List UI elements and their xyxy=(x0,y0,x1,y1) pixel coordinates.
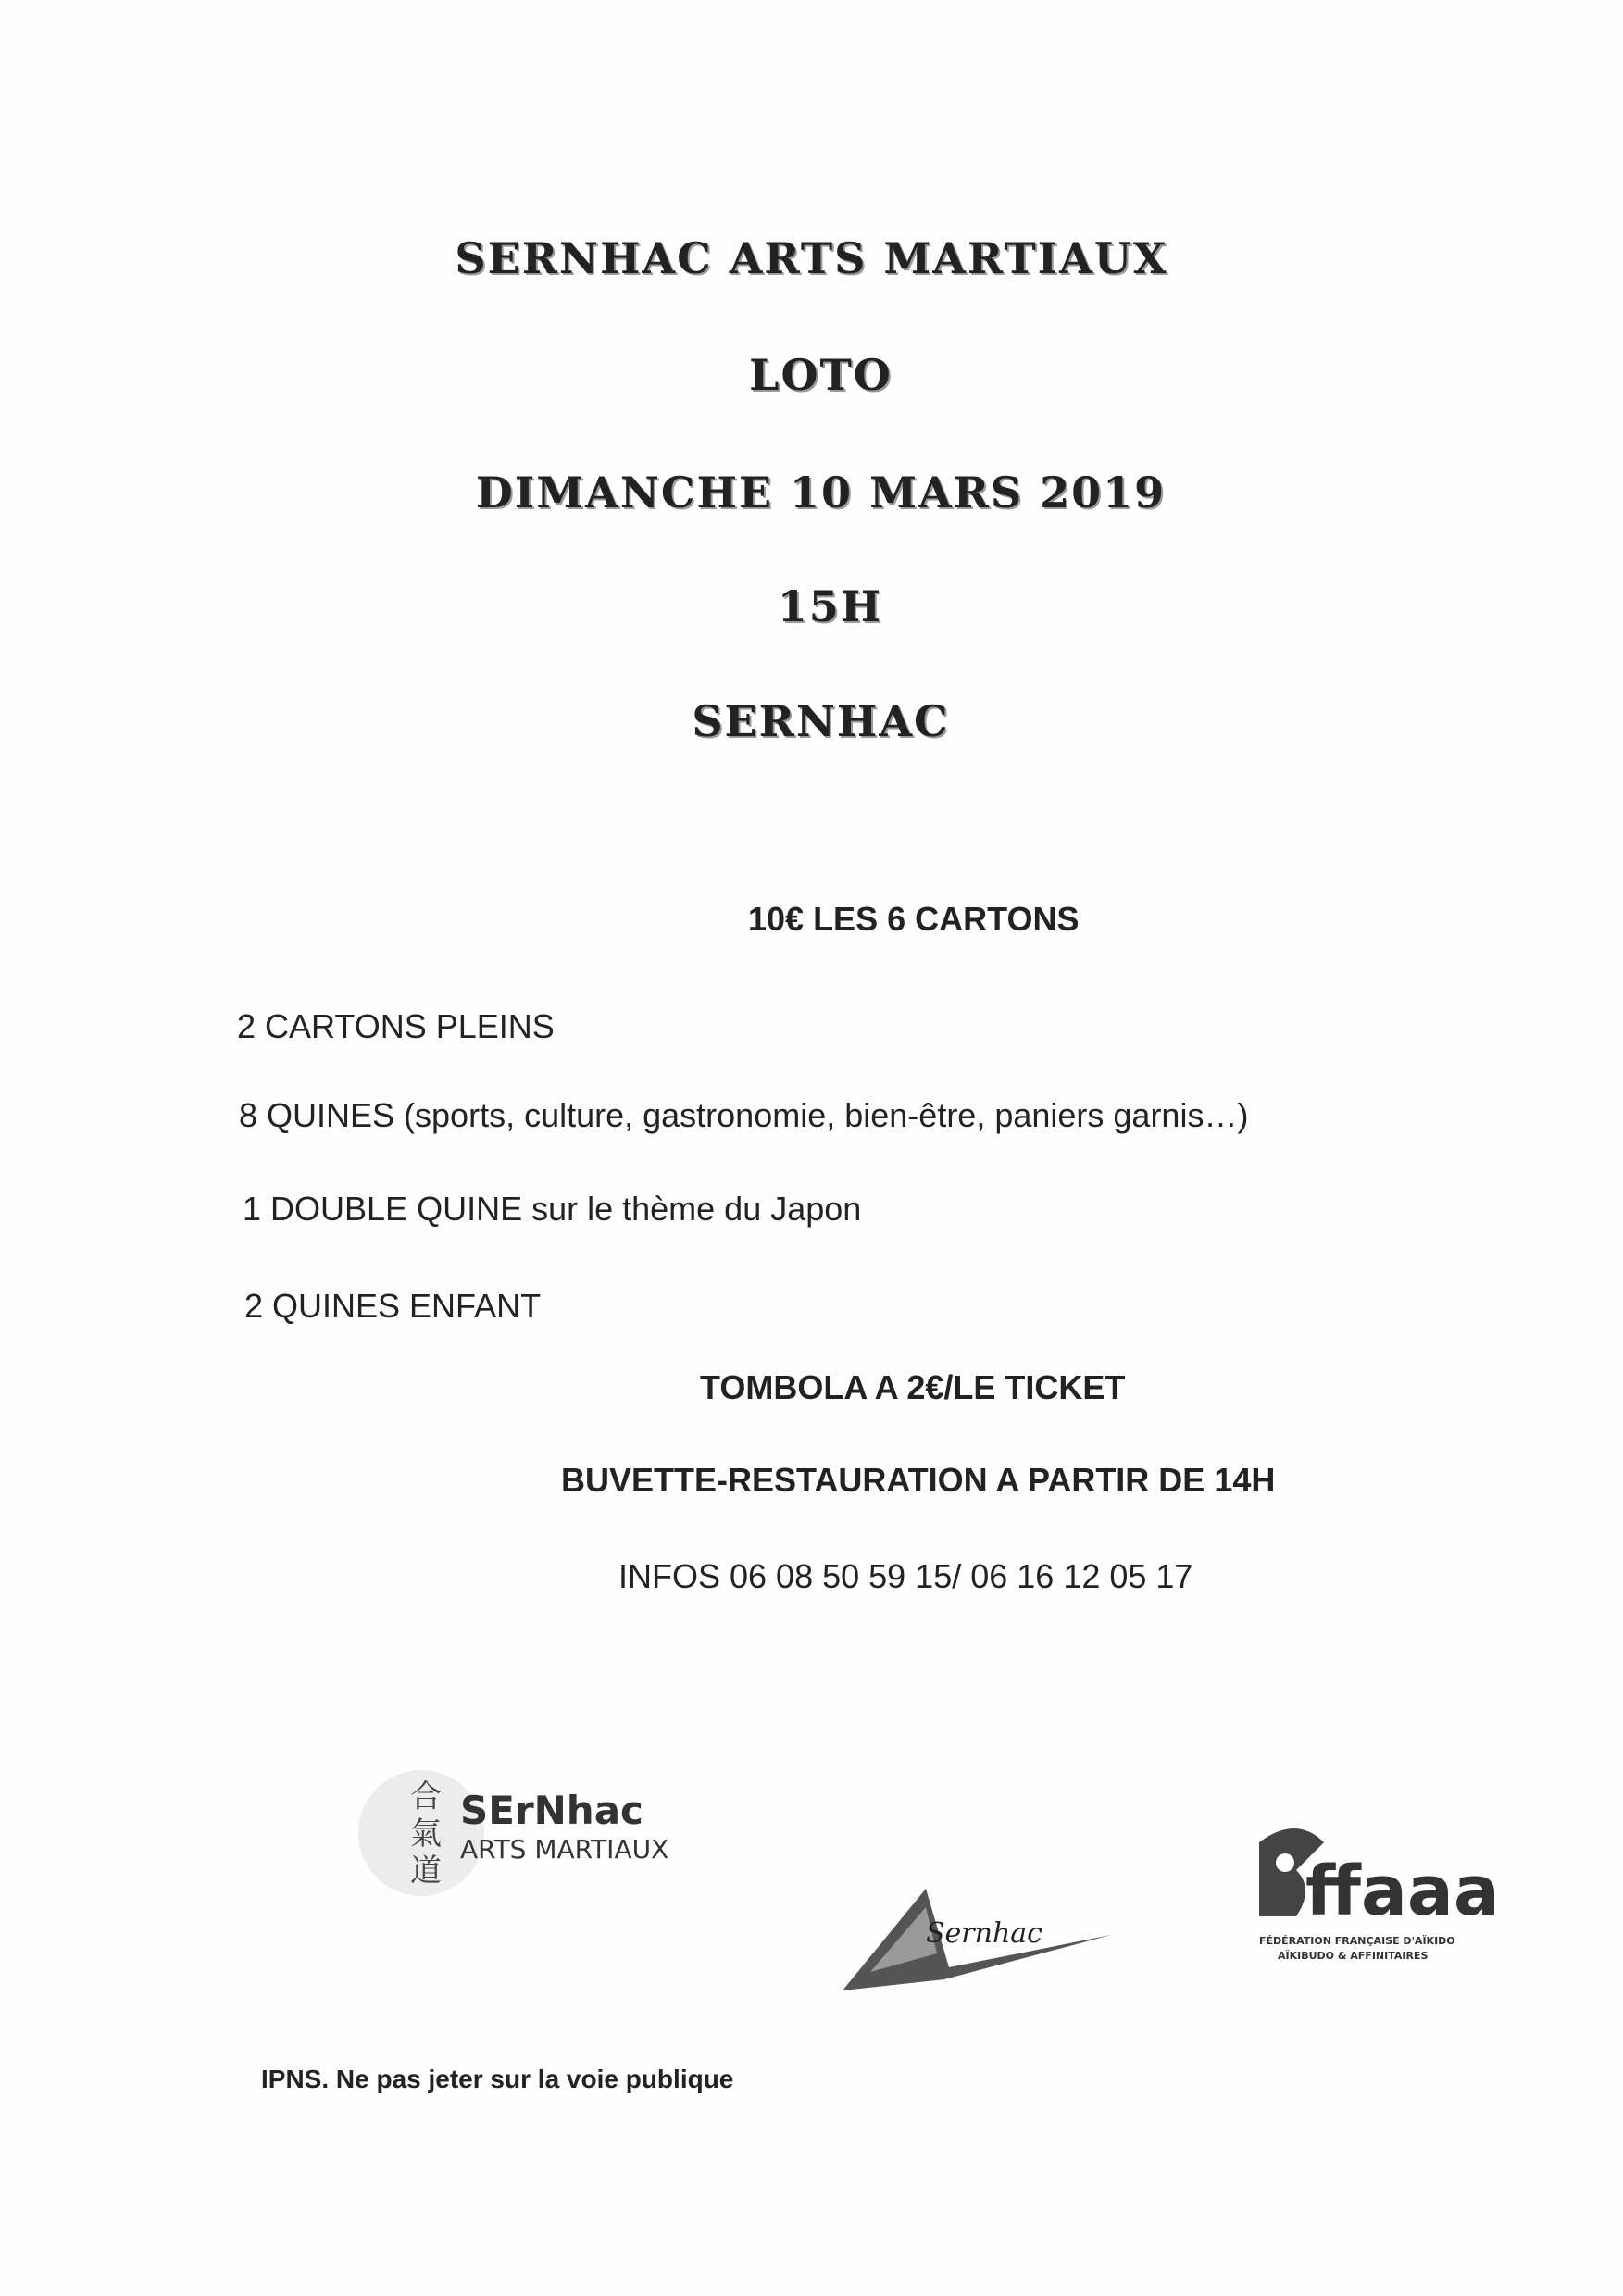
kanji-glyph: 合 xyxy=(410,1778,442,1816)
prize-item: 1 DOUBLE QUINE sur le thème du Japon xyxy=(243,1190,862,1228)
club-title: SERNHAC ARTS MARTIAUX xyxy=(455,233,1168,283)
prize-item: 2 QUINES ENFANT xyxy=(244,1287,542,1325)
event-time: 15H xyxy=(777,581,883,631)
event-title: LOTO xyxy=(749,350,893,400)
federation-logo-name: ffaaa xyxy=(1305,1852,1500,1931)
federation-logo-line2: AÏKIBUDO & AFFINITAIRES xyxy=(1278,1950,1429,1962)
prize-item: 8 QUINES (sports, culture, gastronomie, bien-être, paniers garnis…) xyxy=(239,1096,1249,1134)
club-logo-name: SErNhac xyxy=(460,1788,643,1833)
federation-logo-line1: FÉDÉRATION FRANÇAISE D'AÏKIDO xyxy=(1259,1935,1455,1947)
town-logo xyxy=(833,1861,1130,2000)
prize-item: 2 CARTONS PLEINS xyxy=(237,1007,555,1045)
tombola-line: TOMBOLA A 2€/LE TICKET xyxy=(700,1368,1126,1406)
event-place: SERNHAC xyxy=(692,696,950,746)
event-date: DIMANCHE 10 MARS 2019 xyxy=(475,468,1167,518)
club-logo-subtitle: ARTS MARTIAUX xyxy=(460,1834,669,1865)
federation-logo xyxy=(1241,1815,1518,1972)
price-line: 10€ LES 6 CARTONS xyxy=(748,900,1080,938)
buvette-line: BUVETTE-RESTAURATION A PARTIR DE 14H xyxy=(561,1461,1276,1499)
club-logo xyxy=(356,1759,727,1907)
footer-note: IPNS. Ne pas jeter sur la voie publique xyxy=(261,2065,734,2093)
kanji-glyph: 氣 xyxy=(410,1816,442,1853)
infos-line: INFOS 06 08 50 59 15/ 06 16 12 05 17 xyxy=(618,1557,1193,1595)
town-logo-name: Sernhac xyxy=(926,1917,1042,1950)
kanji-glyph: 道 xyxy=(410,1853,442,1890)
